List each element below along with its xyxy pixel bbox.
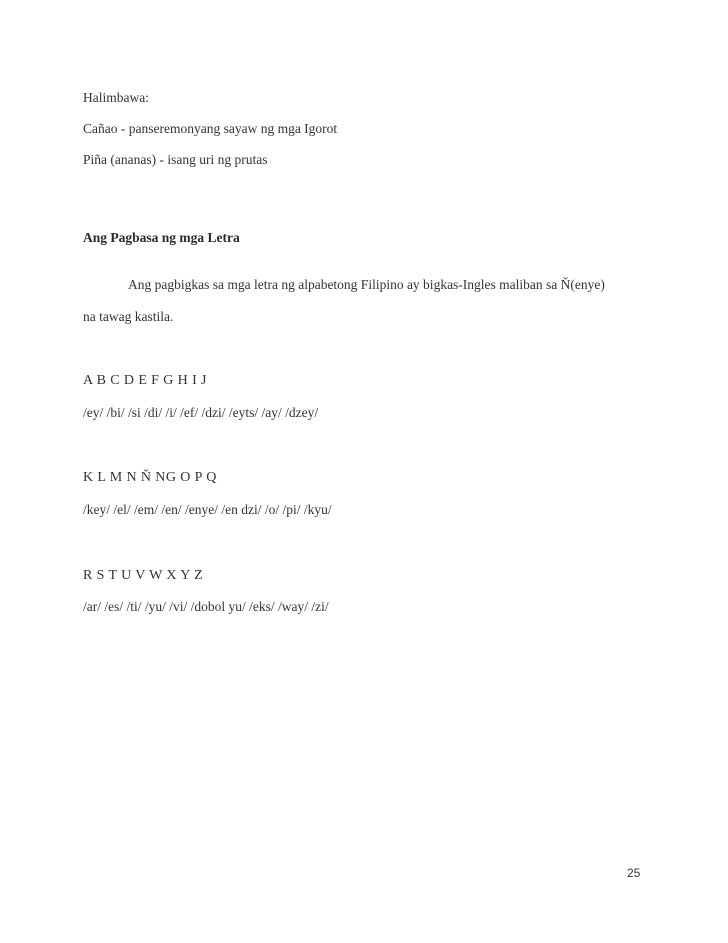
page-number: 25 xyxy=(627,866,641,880)
examples-label: Halimbawa: xyxy=(83,90,149,105)
alphabet-sounds-row-3: /ar/ /es/ /ti/ /yu/ /vi/ /dobol yu/ /eks/ /way/ /zi/ xyxy=(83,599,329,614)
section-heading: Ang Pagbasa ng mga Letra xyxy=(83,230,240,245)
alphabet-sounds-row-1: /ey/ /bi/ /si /di/ /i/ /ef/ /dzi/ /eyts/ /ay/ /dzey/ xyxy=(83,405,319,420)
example-item-pina: Piña (ananas) - isang uri ng prutas xyxy=(83,152,268,167)
alphabet-letters-row-1: A B C D E F G H I J xyxy=(83,373,207,388)
alphabet-letters-row-3: R S T U V W X Y Z xyxy=(83,568,204,583)
alphabet-sounds-row-2: /key/ /el/ /em/ /en/ /enye/ /en dzi/ /o/ /pi/ /kyu/ xyxy=(83,502,332,517)
example-item-canao: Cañao - panseremonyang sayaw ng mga Igorot xyxy=(83,121,338,136)
alphabet-letters-row-2: K L M N Ň NG O P Q xyxy=(83,470,217,485)
paragraph-line-2: na tawag kastila. xyxy=(83,309,174,324)
paragraph-line-1: Ang pagbigkas sa mga letra ng alpabetong Filipino ay bigkas-Ingles maliban sa Ň(enye) xyxy=(128,277,605,292)
